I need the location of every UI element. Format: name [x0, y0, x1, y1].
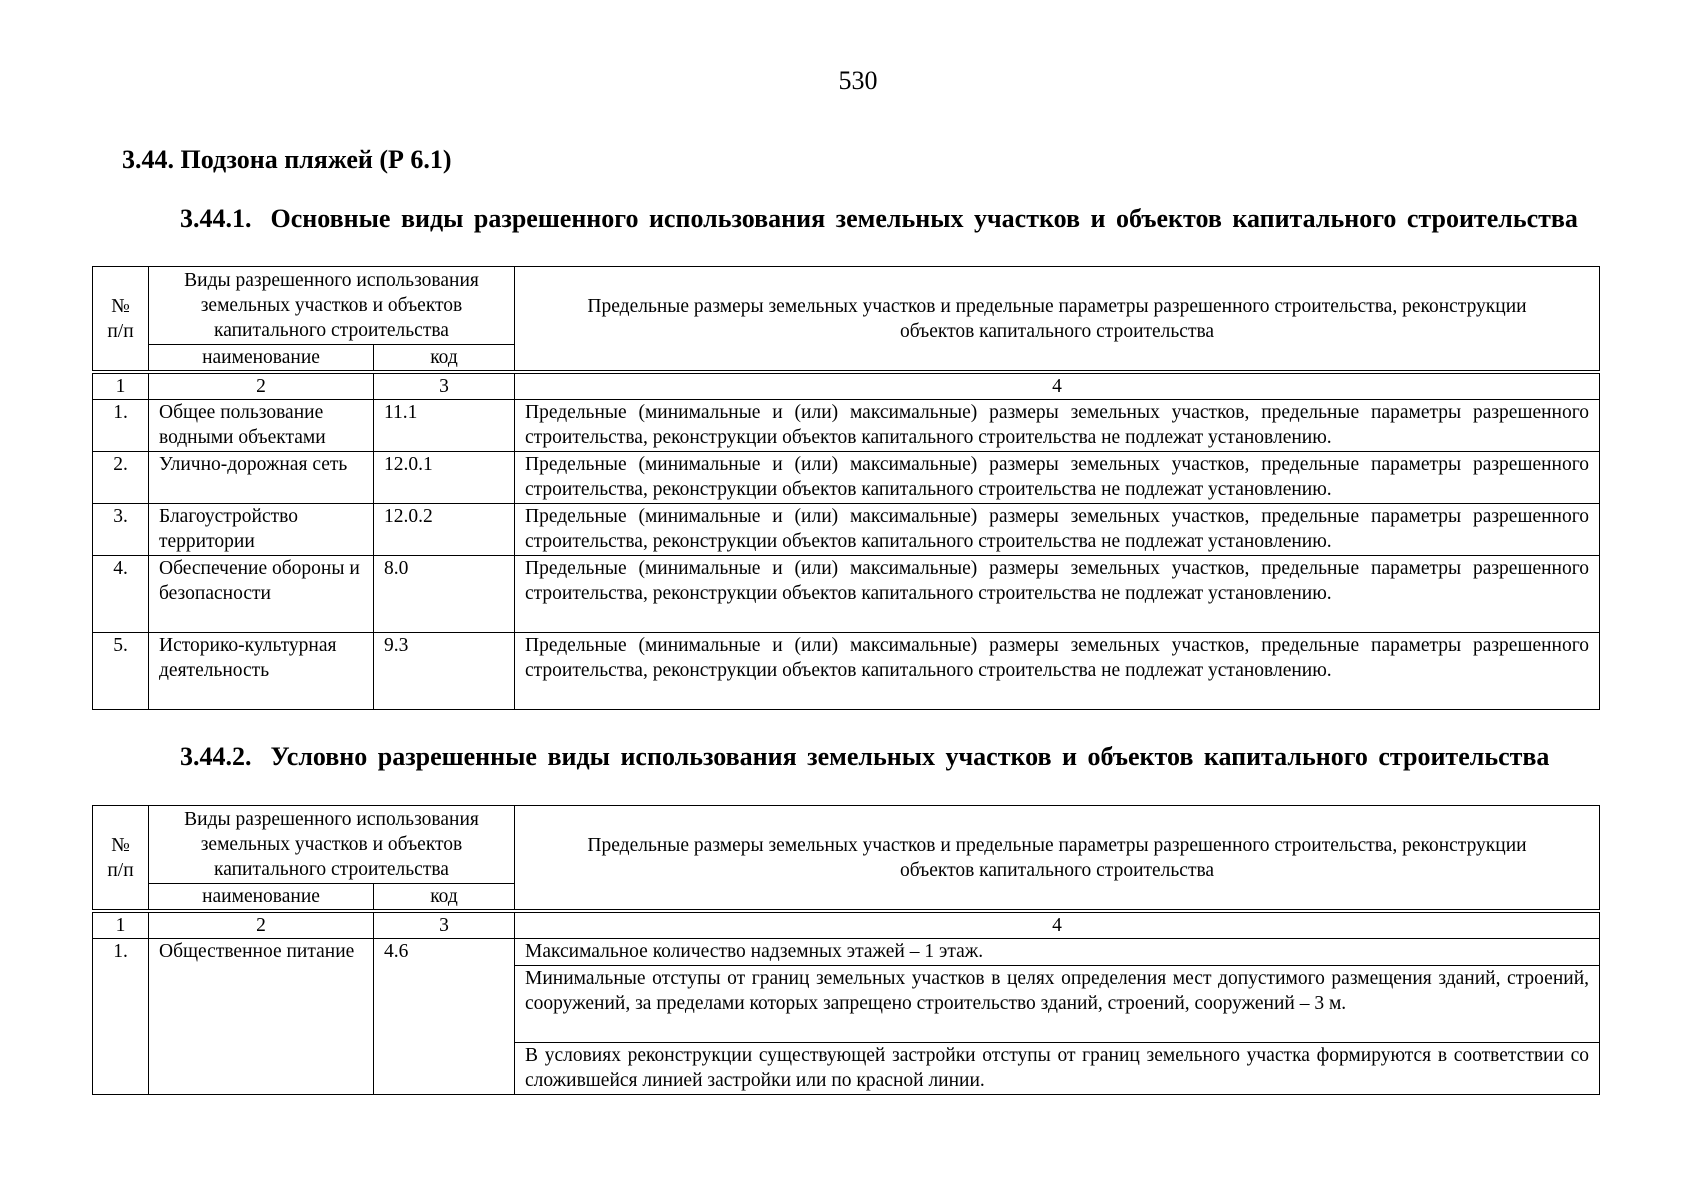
row-limit: Предельные (минимальные и (или) максимальные) размеры земельных участков, предельные параметры разрешенного строительства, реконструкции объектов капитального строительства не подлежат установлению.	[515, 633, 1600, 710]
row-no: 5.	[93, 633, 149, 710]
header-name: наименование	[149, 345, 374, 373]
row-no: 2.	[93, 452, 149, 504]
row-name: Общее пользование водными объектами	[149, 400, 374, 452]
row-no: 4.	[93, 556, 149, 633]
header-limits: Предельные размеры земельных участков и предельные параметры разрешенного строительства, реконструкции объектов капитального строительства	[515, 806, 1600, 912]
subsection-text-2: Условно разрешенные виды использования земельных участков и объектов капитального строительства	[270, 742, 1550, 771]
table-row	[93, 452, 1600, 504]
header-kinds: Виды разрешенного использования земельных участков и объектов капитального строительства	[149, 267, 515, 345]
header-kinds: Виды разрешенного использования земельных участков и объектов капитального строительства	[149, 806, 515, 884]
row-no: 1.	[93, 400, 149, 452]
row-name: Общественное питание	[149, 939, 374, 1095]
subsection-number-1: 3.44.1.	[180, 204, 252, 233]
row-name: Улично-дорожная сеть	[149, 452, 374, 504]
col-number-2: 2	[149, 911, 374, 939]
row-name: Благоустройство территории	[149, 504, 374, 556]
row-limit-3: В условиях реконструкции существующей застройки отступы от границ земельного участка формируются в соответствии со сложившейся линией застройки или по красной линии.	[515, 1043, 1600, 1095]
header-code: код	[374, 884, 515, 912]
table-conditional-uses	[92, 805, 1600, 1095]
table-row	[93, 556, 1600, 633]
table-row	[93, 400, 1600, 452]
row-code: 11.1	[374, 400, 515, 452]
row-limit-2: Минимальные отступы от границ земельных участков в целях определения мест допустимого размещения зданий, строений, сооружений, за пределами которых запрещено строительство зданий, строений, сооружений – 3 м.	[515, 966, 1600, 1043]
col-number-3: 3	[374, 911, 515, 939]
header-no: № п/п	[93, 267, 149, 373]
col-number-1: 1	[93, 372, 149, 400]
subsection-text-1: Основные виды разрешенного использования земельных участков и объектов капитального строительства	[270, 204, 1578, 233]
row-limit-1: Максимальное количество надземных этажей – 1 этаж.	[515, 939, 1600, 966]
subsection-title-2	[180, 741, 1630, 773]
row-code: 12.0.1	[374, 452, 515, 504]
row-limit: Предельные (минимальные и (или) максимальные) размеры земельных участков, предельные параметры разрешенного строительства, реконструкции объектов капитального строительства не подлежат установлению.	[515, 400, 1600, 452]
row-limit: Предельные (минимальные и (или) максимальные) размеры земельных участков, предельные параметры разрешенного строительства, реконструкции объектов капитального строительства не подлежат установлению.	[515, 504, 1600, 556]
row-no: 3.	[93, 504, 149, 556]
header-code: код	[374, 345, 515, 373]
row-code: 4.6	[374, 939, 515, 1095]
header-no: № п/п	[93, 806, 149, 912]
header-name: наименование	[149, 884, 374, 912]
table-row	[93, 504, 1600, 556]
subsection-title-1	[180, 203, 1630, 235]
col-number-1: 1	[93, 911, 149, 939]
row-name: Историко-культурная деятельность	[149, 633, 374, 710]
col-number-2: 2	[149, 372, 374, 400]
row-code: 8.0	[374, 556, 515, 633]
section-title: 3.44. Подзона пляжей (Р 6.1)	[122, 145, 452, 174]
row-name: Обеспечение обороны и безопасности	[149, 556, 374, 633]
col-number-4: 4	[515, 372, 1600, 400]
row-code: 12.0.2	[374, 504, 515, 556]
row-no: 1.	[93, 939, 149, 1095]
table-main-uses	[92, 266, 1600, 710]
row-code: 9.3	[374, 633, 515, 710]
table-row	[93, 633, 1600, 710]
row-limit: Предельные (минимальные и (или) максимальные) размеры земельных участков, предельные параметры разрешенного строительства, реконструкции объектов капитального строительства не подлежат установлению.	[515, 556, 1600, 633]
table-row	[93, 939, 1600, 966]
col-number-3: 3	[374, 372, 515, 400]
header-limits: Предельные размеры земельных участков и предельные параметры разрешенного строительства, реконструкции объектов капитального строительства	[515, 267, 1600, 373]
col-number-4: 4	[515, 911, 1600, 939]
page-number: 530	[838, 66, 878, 95]
row-limit: Предельные (минимальные и (или) максимальные) размеры земельных участков, предельные параметры разрешенного строительства, реконструкции объектов капитального строительства не подлежат установлению.	[515, 452, 1600, 504]
subsection-number-2: 3.44.2.	[180, 742, 252, 771]
